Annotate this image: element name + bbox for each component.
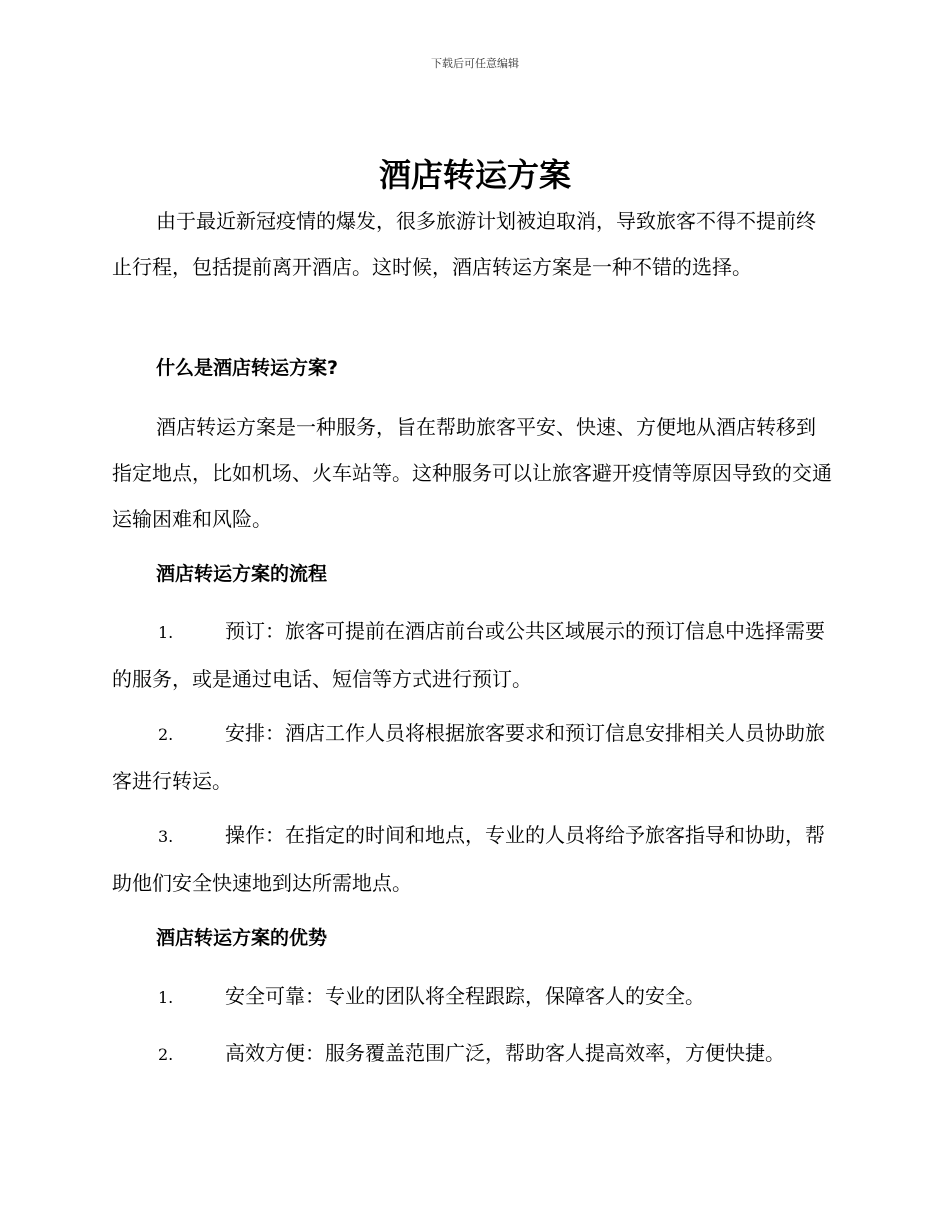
section-heading-what-is: 什么是酒店转运方案?: [156, 357, 339, 379]
list-item-text: 操作：在指定的时间和地点，专业的人员将给予旅客指导和协助，帮助他们安全快速地到达所需地点。: [112, 823, 825, 895]
list-item: [112, 1030, 834, 1078]
list-number: 2.: [158, 1045, 174, 1064]
list-number: 3.: [158, 827, 174, 846]
list-item: [112, 812, 834, 906]
document-title: 酒店转运方案: [378, 156, 571, 194]
list-item: [112, 608, 834, 702]
section-paragraph-what-is: 酒店转运方案是一种服务，旨在帮助旅客平安、快速、方便地从酒店转移到指定地点，比如机场、火车站等。这种服务可以让旅客避开疫情等原因导致的交通运输困难和风险。: [112, 415, 832, 531]
list-item-text: 安全可靠：专业的团队将全程跟踪，保障客人的安全。: [225, 984, 705, 1008]
list-item: [112, 710, 834, 804]
section-heading-advantages: 酒店转运方案的优势: [156, 927, 328, 949]
list-item-text: 高效方便：服务覆盖范围广泛，帮助客人提高效率，方便快捷。: [225, 1041, 785, 1065]
list-item-text: 安排：酒店工作人员将根据旅客要求和预订信息安排相关人员协助旅客进行转运。: [112, 721, 825, 793]
list-number: 2.: [158, 725, 174, 744]
section-heading-process: 酒店转运方案的流程: [156, 563, 328, 585]
list-number: 1.: [158, 988, 174, 1007]
list-number: 1.: [158, 623, 174, 642]
header-note: 下载后可任意编辑: [431, 57, 519, 70]
intro-paragraph: 由于最近新冠疫情的爆发，很多旅游计划被迫取消，导致旅客不得不提前终止行程，包括提前离开酒店。这时候，酒店转运方案是一种不错的选择。: [112, 209, 816, 279]
list-item: [112, 973, 834, 1021]
list-item-text: 预订：旅客可提前在酒店前台或公共区域展示的预订信息中选择需要的服务，或是通过电话、短信等方式进行预订。: [112, 619, 825, 691]
